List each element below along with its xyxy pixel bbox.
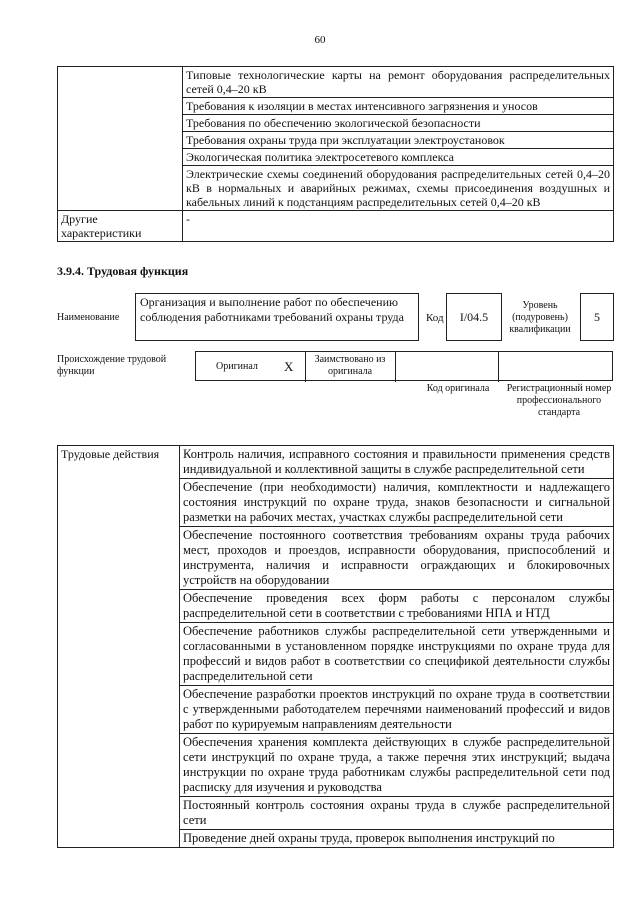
table-cell: Обеспечение разработки проектов инструкций по охране труда в соответствии с утвержденными работодателем перечнями наименований профессий и видов работ по курируемым направлениям деятельности <box>180 686 614 734</box>
origin-label: Происхождение трудовой функции <box>57 354 167 377</box>
code-label: Код <box>426 312 444 324</box>
name-label: Наименование <box>57 312 120 323</box>
original-mark: X <box>284 359 294 374</box>
table-cell: Экологическая политика электросетевого комплекса <box>183 149 614 166</box>
original-code-caption: Код оригинала <box>426 383 490 394</box>
origin-box <box>195 351 613 381</box>
table-cell: Обеспечение работников службы распределительной сети утвержденными и согласованными в установленном порядке инструкциями по охране труда для профессий и видов работ в соответствии со спецификой деятельности службы распределительной сети <box>180 623 614 686</box>
table-cell: Типовые технологические карты на ремонт оборудования распределительных сетей 0,4–20 кВ <box>183 67 614 98</box>
table-cell: Контроль наличия, исправного состояния и правильности применения средств индивидуальной и коллективной защиты в службе распределительной сети <box>180 446 614 479</box>
section-title: 3.9.4. Трудовая функция <box>57 264 189 278</box>
code-box <box>446 293 502 341</box>
table-cell: Требования по обеспечению экологической безопасности <box>183 115 614 132</box>
table-row <box>58 211 614 242</box>
original-label: Оригинал <box>216 361 258 372</box>
table-cell: Требования охраны труда при эксплуатации электроустановок <box>183 132 614 149</box>
requirements-table <box>57 66 614 242</box>
table-cell: Проведение дней охраны труда, проверок выполнения инструкций по <box>180 830 614 848</box>
labor-actions-table <box>57 445 614 848</box>
table-cell: Обеспечения хранения комплекта действующих в службе распределительной сети инструкций по охране труда, а также перечня этих инструкций; выдача инструкции по охране труда работникам службы распределительной сети под расписку для изучения и руководства <box>180 734 614 797</box>
level-label: Уровень (подуровень) квалификации <box>509 300 571 335</box>
table-cell: Электрические схемы соединений оборудования распределительных сетей 0,4–20 кВ в нормальных и аварийных режимах, схемы присоединения воздушных и кабельных линий к подстанциям распределительных сетей 0,4–20 кВ <box>183 166 614 211</box>
level-box <box>580 293 614 341</box>
labor-actions-label: Трудовые действия <box>58 446 180 848</box>
code-value: I/04.5 <box>459 309 489 324</box>
level-value: 5 <box>594 309 600 324</box>
function-name: Организация и выполнение работ по обеспечению соблюдения работниками требований охраны труда <box>140 295 404 324</box>
table-row <box>58 67 614 98</box>
table-row <box>58 446 614 479</box>
divider <box>498 352 499 382</box>
table-cell: Требования к изоляции в местах интенсивного загрязнения и уносов <box>183 98 614 115</box>
table-cell: Постоянный контроль состояния охраны труда в службе распределительной сети <box>180 797 614 830</box>
page-number: 60 <box>314 34 326 46</box>
table-cell: Обеспечение постоянного соответствия требованиям охраны труда рабочих мест, проходов и проездов, исправности оборудования, приспособлений и инструмента, наличия и исправности ограждающих и блокировочных устройств на оборудовании <box>180 527 614 590</box>
empty-label-cell <box>58 67 183 211</box>
function-name-box <box>135 293 419 341</box>
other-characteristics-label: Другие характеристики <box>58 211 183 242</box>
table-cell: Обеспечение (при необходимости) наличия, комплектности и надлежащего состояния инструкций по охране труда, знаков безопасности и сигнальной разметки на рабочих местах, участках службы распределительной сети <box>180 479 614 527</box>
registration-number-caption: Регистрационный номер профессионального стандарта <box>506 383 612 418</box>
borrowed-label: Заимствовано из оригинала <box>314 354 386 377</box>
table-cell: Обеспечение проведения всех форм работы с персоналом службы распределительной сети в соответствии с требованиями НПА и НТД <box>180 590 614 623</box>
other-characteristics-value: - <box>183 211 614 242</box>
divider <box>395 352 396 382</box>
